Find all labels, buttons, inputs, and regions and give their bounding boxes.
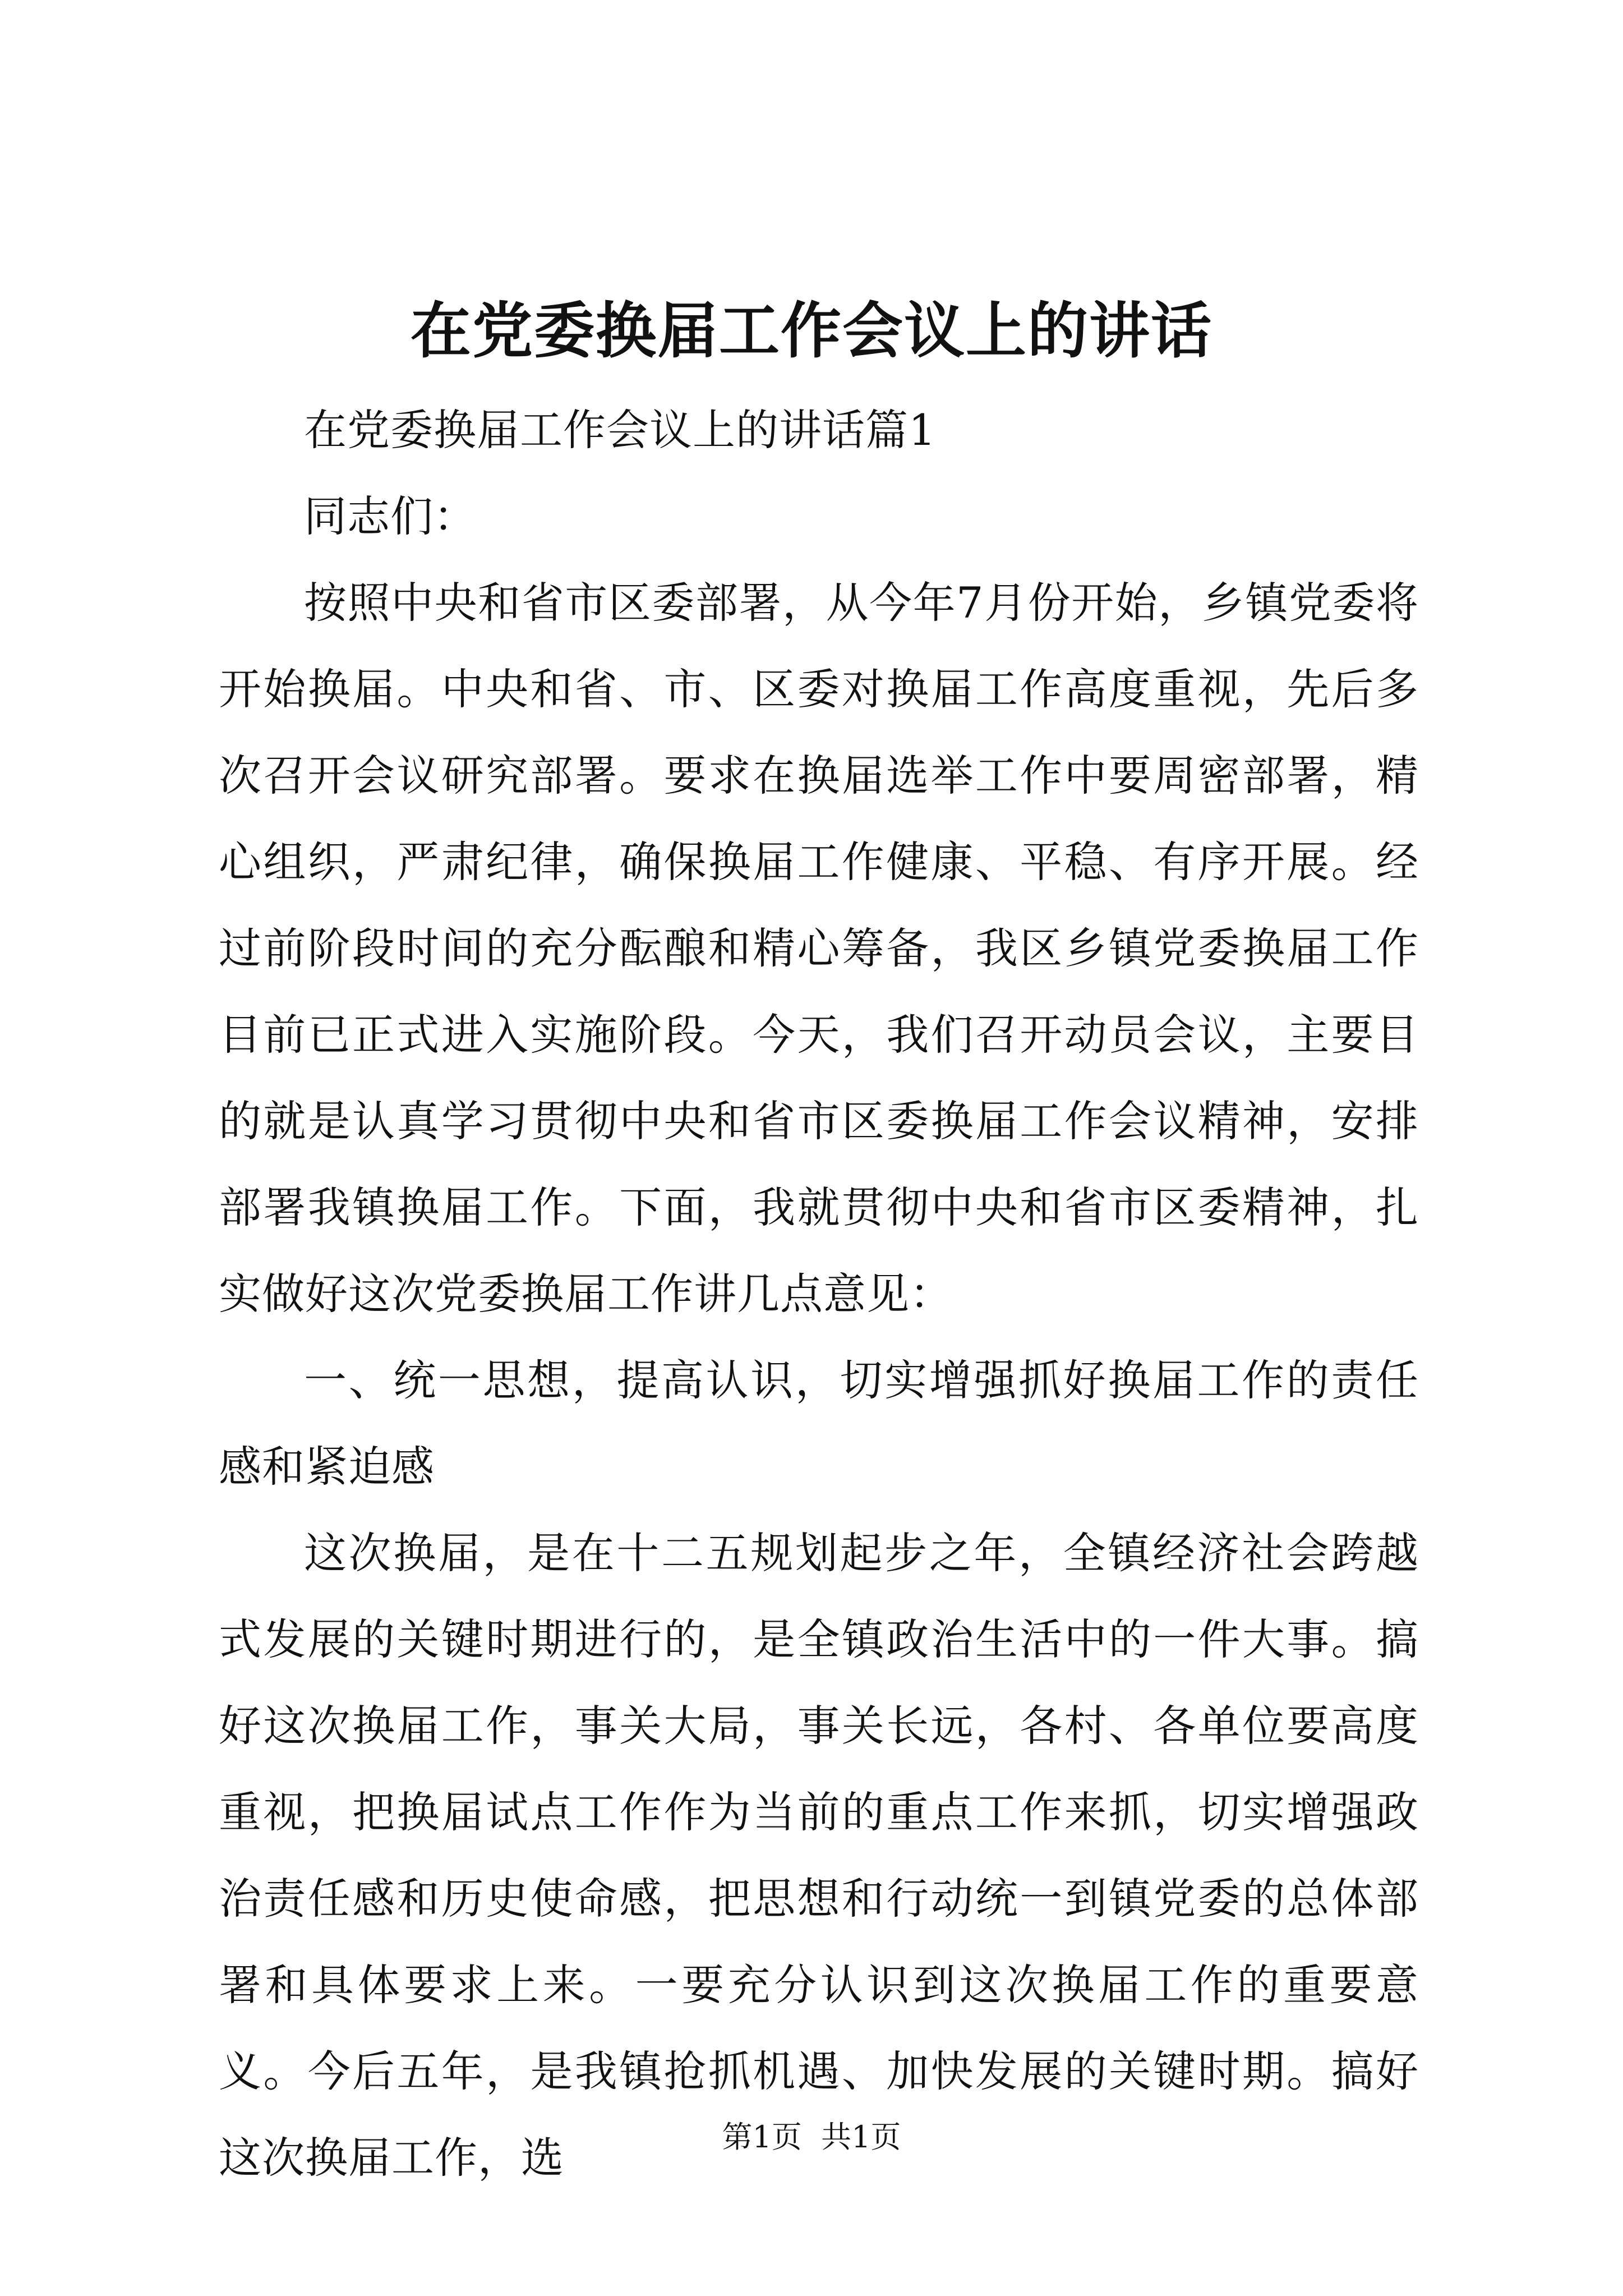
paragraph: 这次换届，是在十二五规划起步之年，全镇经济社会跨越式发展的关键时期进行的，是全镇政治生活中的一件大事。搞好这次换届工作，事关大局，事关长远，各村、各单位要高度重视，把换届试点工作作为当前的重点工作来抓，切实增强政治责任感和历史使命感，把思想和行动统一到镇党委的总体部署和具体要求上来。一要充分认识到这次换届工作的重要意义。今后五年，是我镇抢抓机遇、加快发展的关键时期。搞好这次换届工作，选 <box>219 1528 1419 2183</box>
document-title: 在党委换届工作会议上的讲话 <box>410 296 1212 366</box>
page-footer: 第1页 共1页 <box>722 2119 901 2155</box>
salutation: 同志们： <box>304 491 477 541</box>
point-heading: 一、统一思想，提高认识，切实增强抓好换届工作的责任感和紧迫感 <box>219 1355 1419 1492</box>
document-body <box>219 387 1419 2201</box>
section-heading: 在党委换届工作会议上的讲话篇1 <box>304 405 937 455</box>
paragraph: 按照中央和省市区委部署，从今年7月份开始，乡镇党委将开始换届。中央和省、市、区委对换届工作高度重视，先后多次召开会议研究部署。要求在换届选举工作中要周密部署，精心组织，严肃纪律，确保换届工作健康、平稳、有序开展。经过前阶段时间的充分酝酿和精心筹备，我区乡镇党委换届工作目前已正式进入实施阶段。今天，我们召开动员会议，主要目的就是认真学习贯彻中央和省市区委换届工作会议精神，安排部署我镇换届工作。下面，我就贯彻中央和省市区委精神，扎实做好这次党委换届工作讲几点意见： <box>219 578 1419 1319</box>
